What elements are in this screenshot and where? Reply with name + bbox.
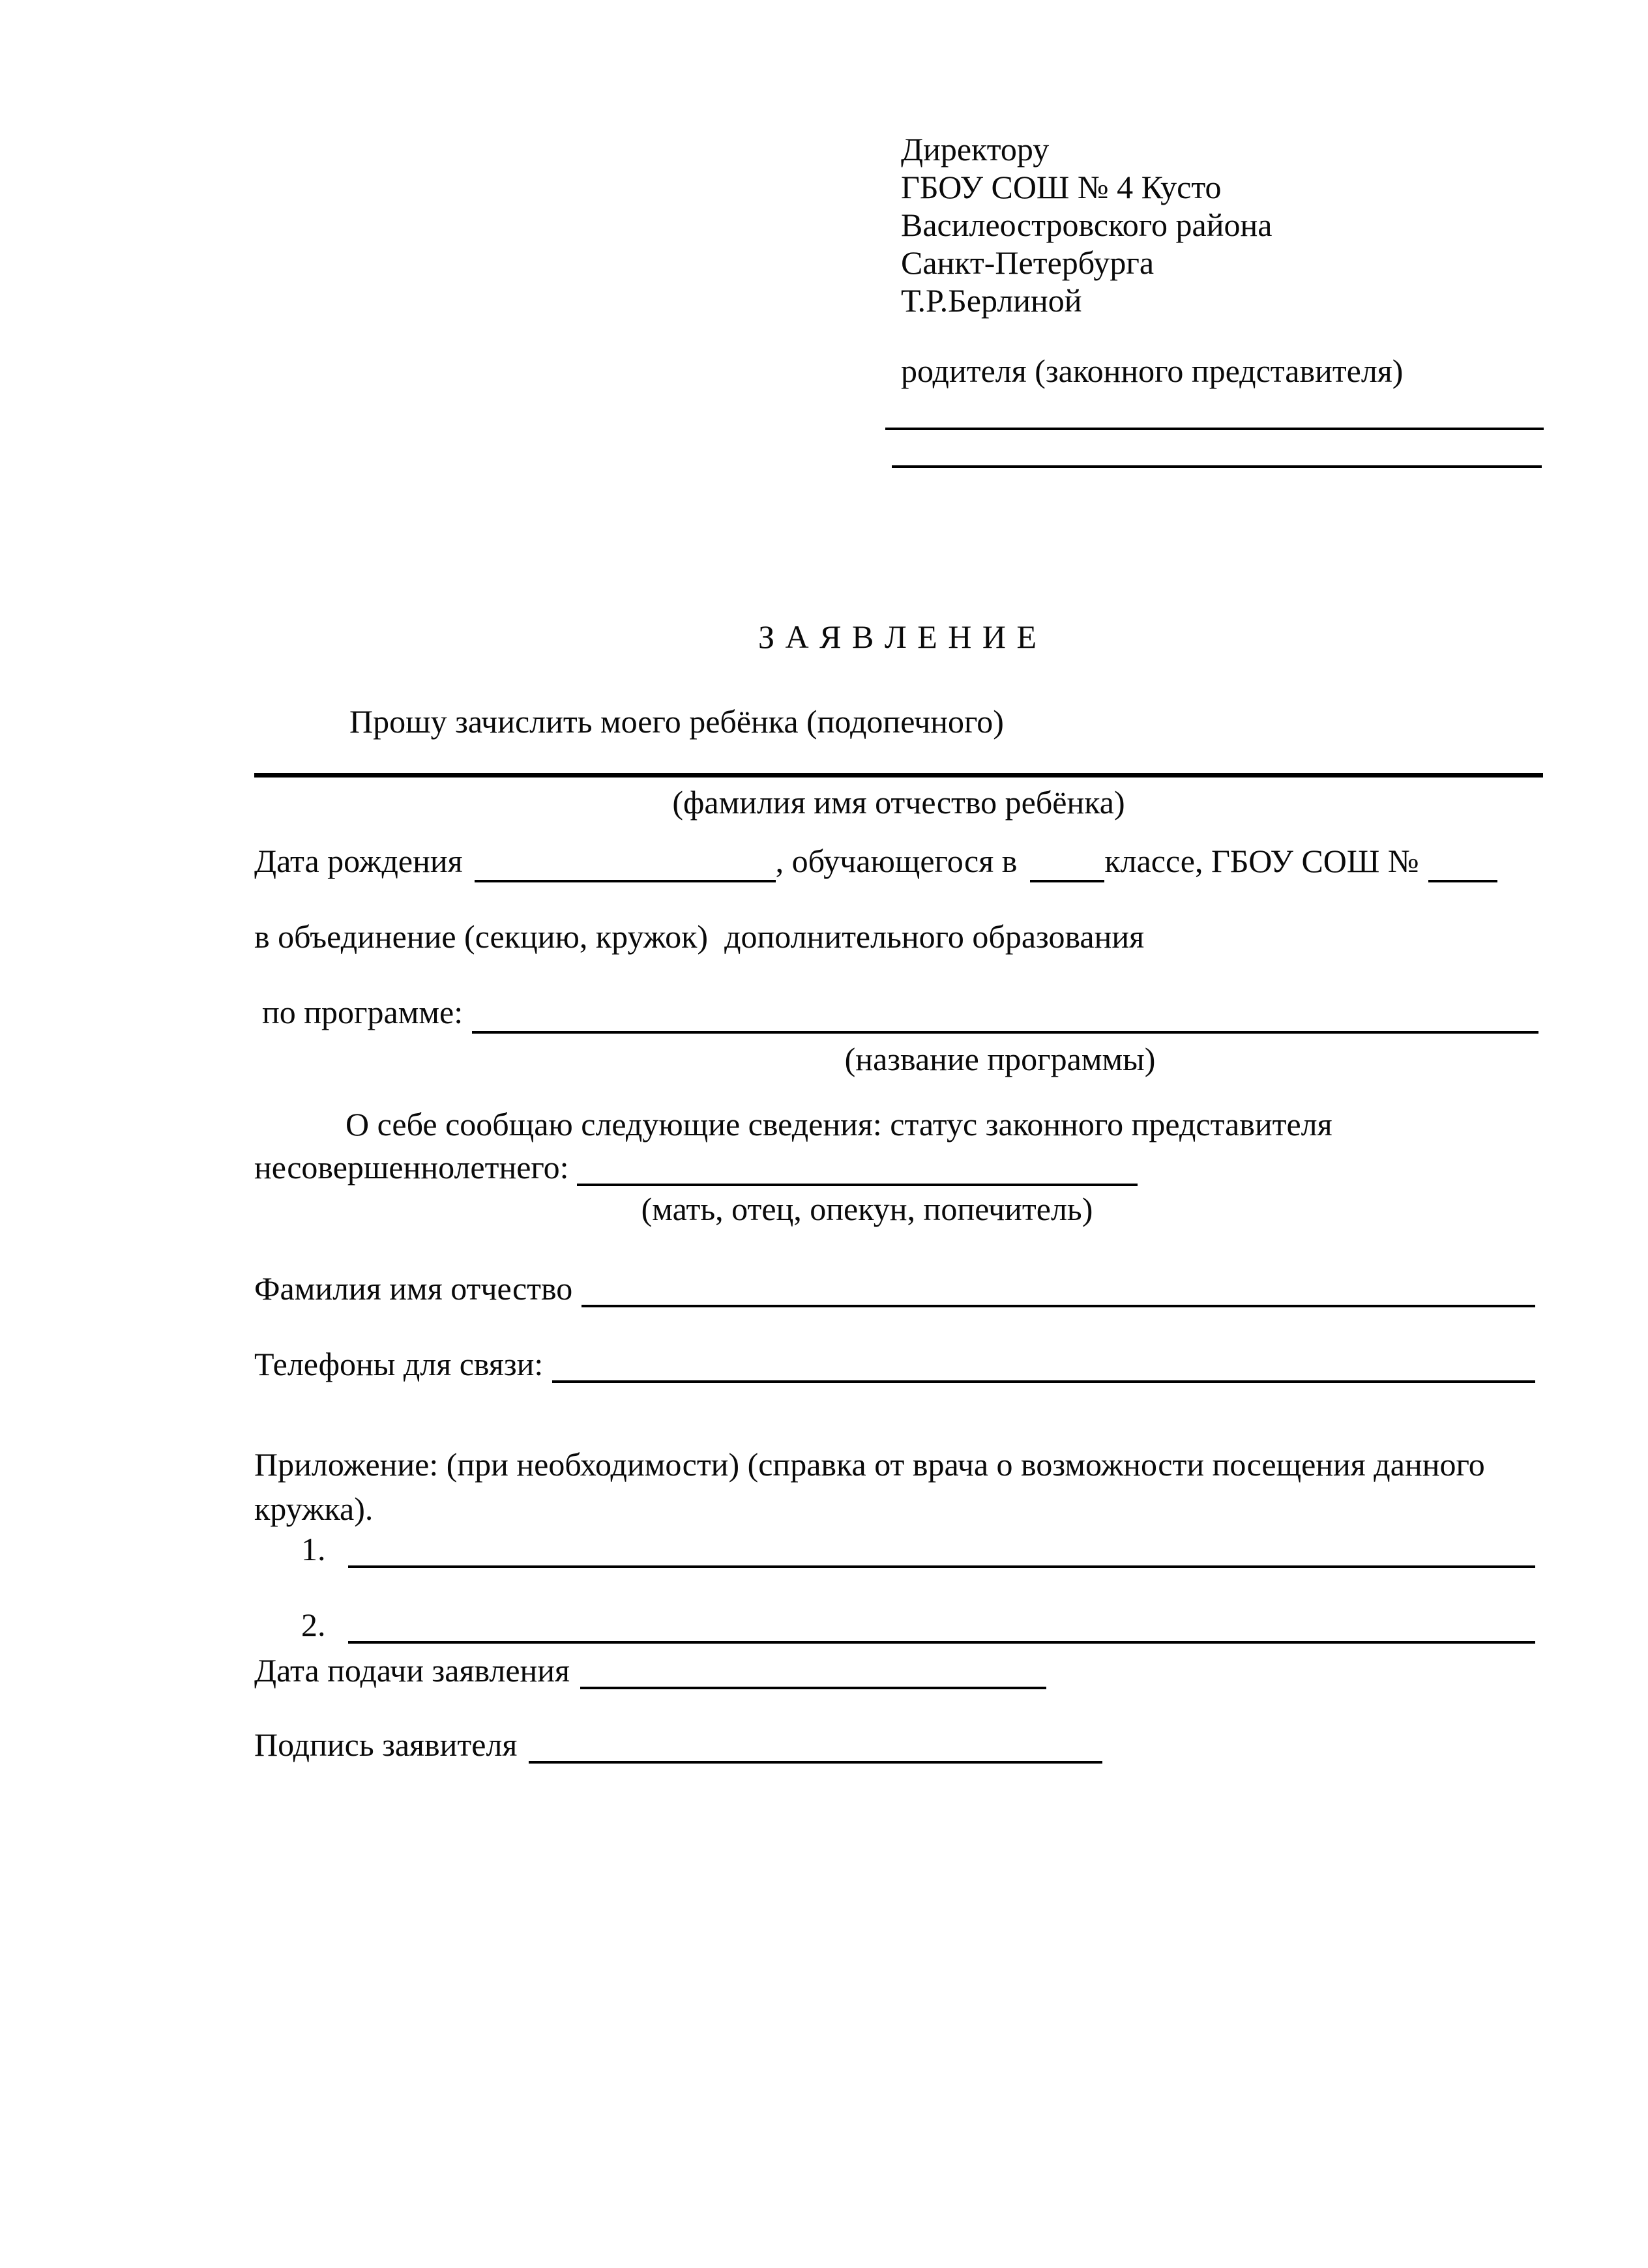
form-title: З А Я В Л Е Н И Е — [758, 618, 1038, 655]
class-school-text: классе, ГБОУ СОШ № — [1104, 843, 1419, 879]
signature-row — [254, 1726, 1102, 1764]
applicant-name-underline-2 — [892, 465, 1542, 468]
birthdate-label: Дата рождения — [254, 843, 463, 879]
program-name-caption: (название программы) — [844, 1041, 1156, 1077]
about-intro-line: О себе сообщаю следующие сведения: статус законного представителя — [346, 1106, 1332, 1142]
recipient-line: Т.Р.Берлиной — [901, 282, 1082, 319]
minor-status-label: несовершеннолетнего: — [254, 1149, 569, 1185]
request-line: Прошу зачислить моего ребёнка (подопечного) — [349, 703, 1004, 740]
phones-label: Телефоны для связи: — [254, 1346, 544, 1382]
signature-field-line — [529, 1726, 1102, 1764]
minor-status-row — [254, 1148, 1138, 1186]
program-field-line — [472, 993, 1538, 1034]
class-field-line — [1030, 842, 1104, 882]
recipient-line: ГБОУ СОШ № 4 Кусто — [901, 169, 1222, 205]
fullname-field-line — [581, 1270, 1535, 1307]
association-line: в объединение (секцию, кружок) дополнительного образования — [254, 918, 1145, 955]
school-number-field-line — [1428, 842, 1497, 882]
attachment-intro-line-1: Приложение: (при необходимости) (справка от врача о возможности посещения данного — [254, 1446, 1485, 1483]
recipient-block — [901, 130, 1272, 319]
phones-row — [254, 1345, 1535, 1383]
studying-in-text: , обучающегося в — [775, 843, 1018, 879]
attachment-item-2-line — [348, 1606, 1536, 1644]
applicant-name-underline-1 — [885, 428, 1544, 430]
submission-date-field-line — [580, 1651, 1046, 1689]
attachment-item-1 — [301, 1530, 1535, 1568]
attachment-intro-line-2: кружка). — [254, 1490, 374, 1527]
applicant-role-label: родителя (законного представителя) — [901, 353, 1404, 389]
attachment-item-1-number: 1. — [301, 1531, 326, 1567]
attachment-item-2-number: 2. — [301, 1606, 326, 1643]
attachment-item-1-line — [348, 1530, 1536, 1568]
status-field-line — [577, 1148, 1138, 1186]
program-label: по программе: — [262, 994, 464, 1030]
child-name-caption: (фамилия имя отчество ребёнка) — [672, 784, 1125, 821]
signature-label: Подпись заявителя — [254, 1726, 518, 1763]
birthdate-field-line — [475, 842, 776, 882]
submission-date-row — [254, 1651, 1046, 1689]
birthdate-row — [254, 842, 1497, 882]
recipient-line: Директору — [901, 131, 1050, 167]
recipient-line: Василеостровского района — [901, 207, 1273, 243]
submission-date-label: Дата подачи заявления — [254, 1652, 570, 1689]
status-options-caption: (мать, отец, опекун, попечитель) — [641, 1191, 1093, 1227]
recipient-line: Санкт-Петербурга — [901, 244, 1155, 281]
fullname-label: Фамилия имя отчество — [254, 1270, 573, 1307]
program-row — [262, 993, 1538, 1034]
child-name-field-line — [254, 773, 1543, 778]
attachment-item-2 — [301, 1606, 1535, 1644]
fullname-row — [254, 1270, 1535, 1307]
phones-field-line — [552, 1345, 1535, 1383]
